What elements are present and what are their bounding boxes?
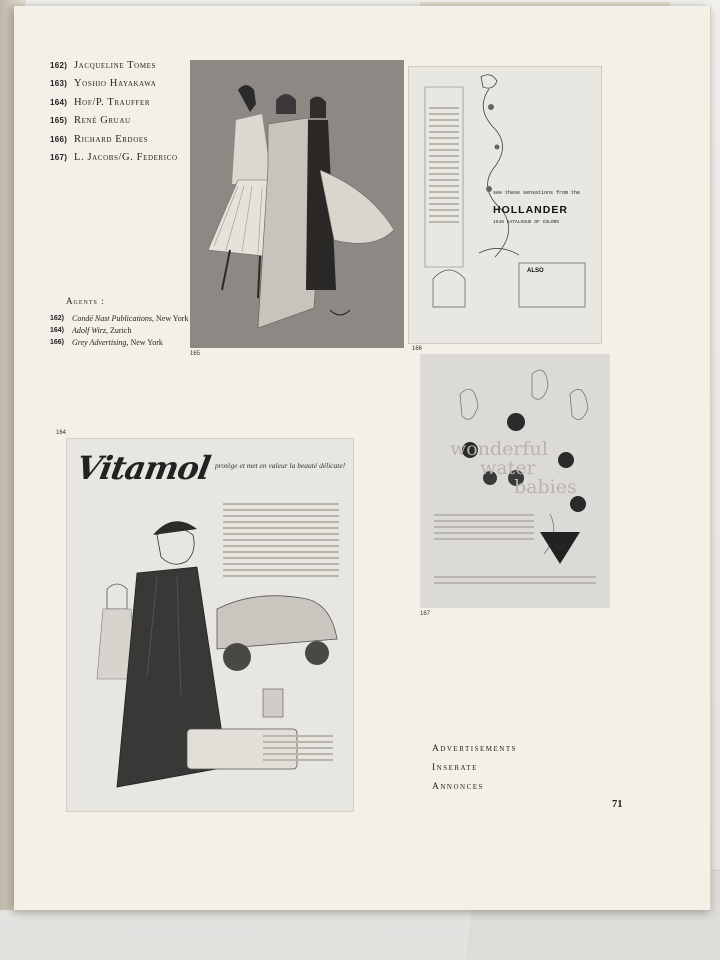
headline-line-2: water xyxy=(480,457,536,479)
vitamol-tagline: protège et met en valeur la beauté délicate! xyxy=(215,461,346,470)
hollander-body-text xyxy=(429,107,459,227)
plate-165-illustration xyxy=(190,60,404,348)
fashion-illustration-figures xyxy=(190,60,404,348)
agent-item xyxy=(50,312,188,324)
agent-item xyxy=(50,324,188,336)
water-babies-headline xyxy=(450,440,577,497)
credit-name: Richard Erdoes xyxy=(74,133,149,145)
plate-166-caption: 166 xyxy=(412,346,423,352)
vitamol-small-text xyxy=(263,735,333,765)
credit-number: 164) xyxy=(50,97,68,107)
credit-item xyxy=(50,93,178,112)
water-babies-body-text xyxy=(434,514,534,544)
credit-item xyxy=(50,56,178,75)
hollander-brand: HOLLANDER xyxy=(493,204,568,216)
hollander-top-line: see these sensations from the xyxy=(493,190,581,196)
page-number: 71 xyxy=(612,799,623,810)
section-title-en: Advertisements xyxy=(432,744,517,754)
section-titles xyxy=(432,740,517,797)
credit-name: René Gruau xyxy=(74,115,131,127)
agent-number: 166) xyxy=(50,338,65,346)
plate-164-vitamol-ad xyxy=(66,438,354,812)
agent-item xyxy=(50,336,188,348)
agents-title: Agents : xyxy=(66,296,105,306)
vitamol-logo: Vitamol xyxy=(73,449,213,487)
book-page xyxy=(14,6,711,910)
agents-block xyxy=(50,296,188,348)
plate-166-hollander-ad xyxy=(408,66,602,344)
agent-number: 164) xyxy=(50,326,65,334)
agent-city: New York xyxy=(156,313,189,323)
section-title-de: Inserate xyxy=(432,763,478,773)
credit-name: Jacqueline Tomes xyxy=(74,59,157,71)
headline-line-3: babies xyxy=(514,476,577,498)
credit-number: 165) xyxy=(50,116,68,126)
credit-name: L. Jacobs/G. Federico xyxy=(74,152,178,164)
water-babies-footer-text xyxy=(434,576,596,588)
credit-name: Yoshio Hayakawa xyxy=(74,78,157,90)
credit-item xyxy=(50,149,178,168)
credit-item xyxy=(50,112,178,131)
plate-167-caption: 167 xyxy=(420,611,431,617)
headline-line-1: wonderful xyxy=(450,438,548,460)
credit-name: Hof/P. Trauffer xyxy=(74,96,151,108)
agent-number: 162) xyxy=(50,314,65,322)
plate-167-water-babies-ad xyxy=(420,354,610,608)
credits-list xyxy=(50,56,178,167)
section-title-fr: Annonces xyxy=(432,782,484,792)
agent-city: Zurich xyxy=(110,325,132,335)
agent-agency: Grey Advertising, xyxy=(72,337,129,347)
credit-item xyxy=(50,75,178,94)
plate-165-caption: 165 xyxy=(190,351,201,357)
plate-164-caption: 164 xyxy=(56,430,67,436)
agent-agency: Adolf Wirz, xyxy=(72,325,109,335)
credit-number: 167) xyxy=(50,153,68,163)
credit-number: 166) xyxy=(50,134,68,144)
credit-number: 162) xyxy=(50,60,68,70)
hollander-subline: 1948 CATALOGUE OF COLORS xyxy=(493,220,560,225)
credit-number: 163) xyxy=(50,79,68,89)
hollander-also: ALSO xyxy=(527,268,544,274)
agent-city: New York xyxy=(130,337,163,347)
credit-item xyxy=(50,130,178,149)
agent-agency: Condé Nast Publications, xyxy=(72,313,154,323)
